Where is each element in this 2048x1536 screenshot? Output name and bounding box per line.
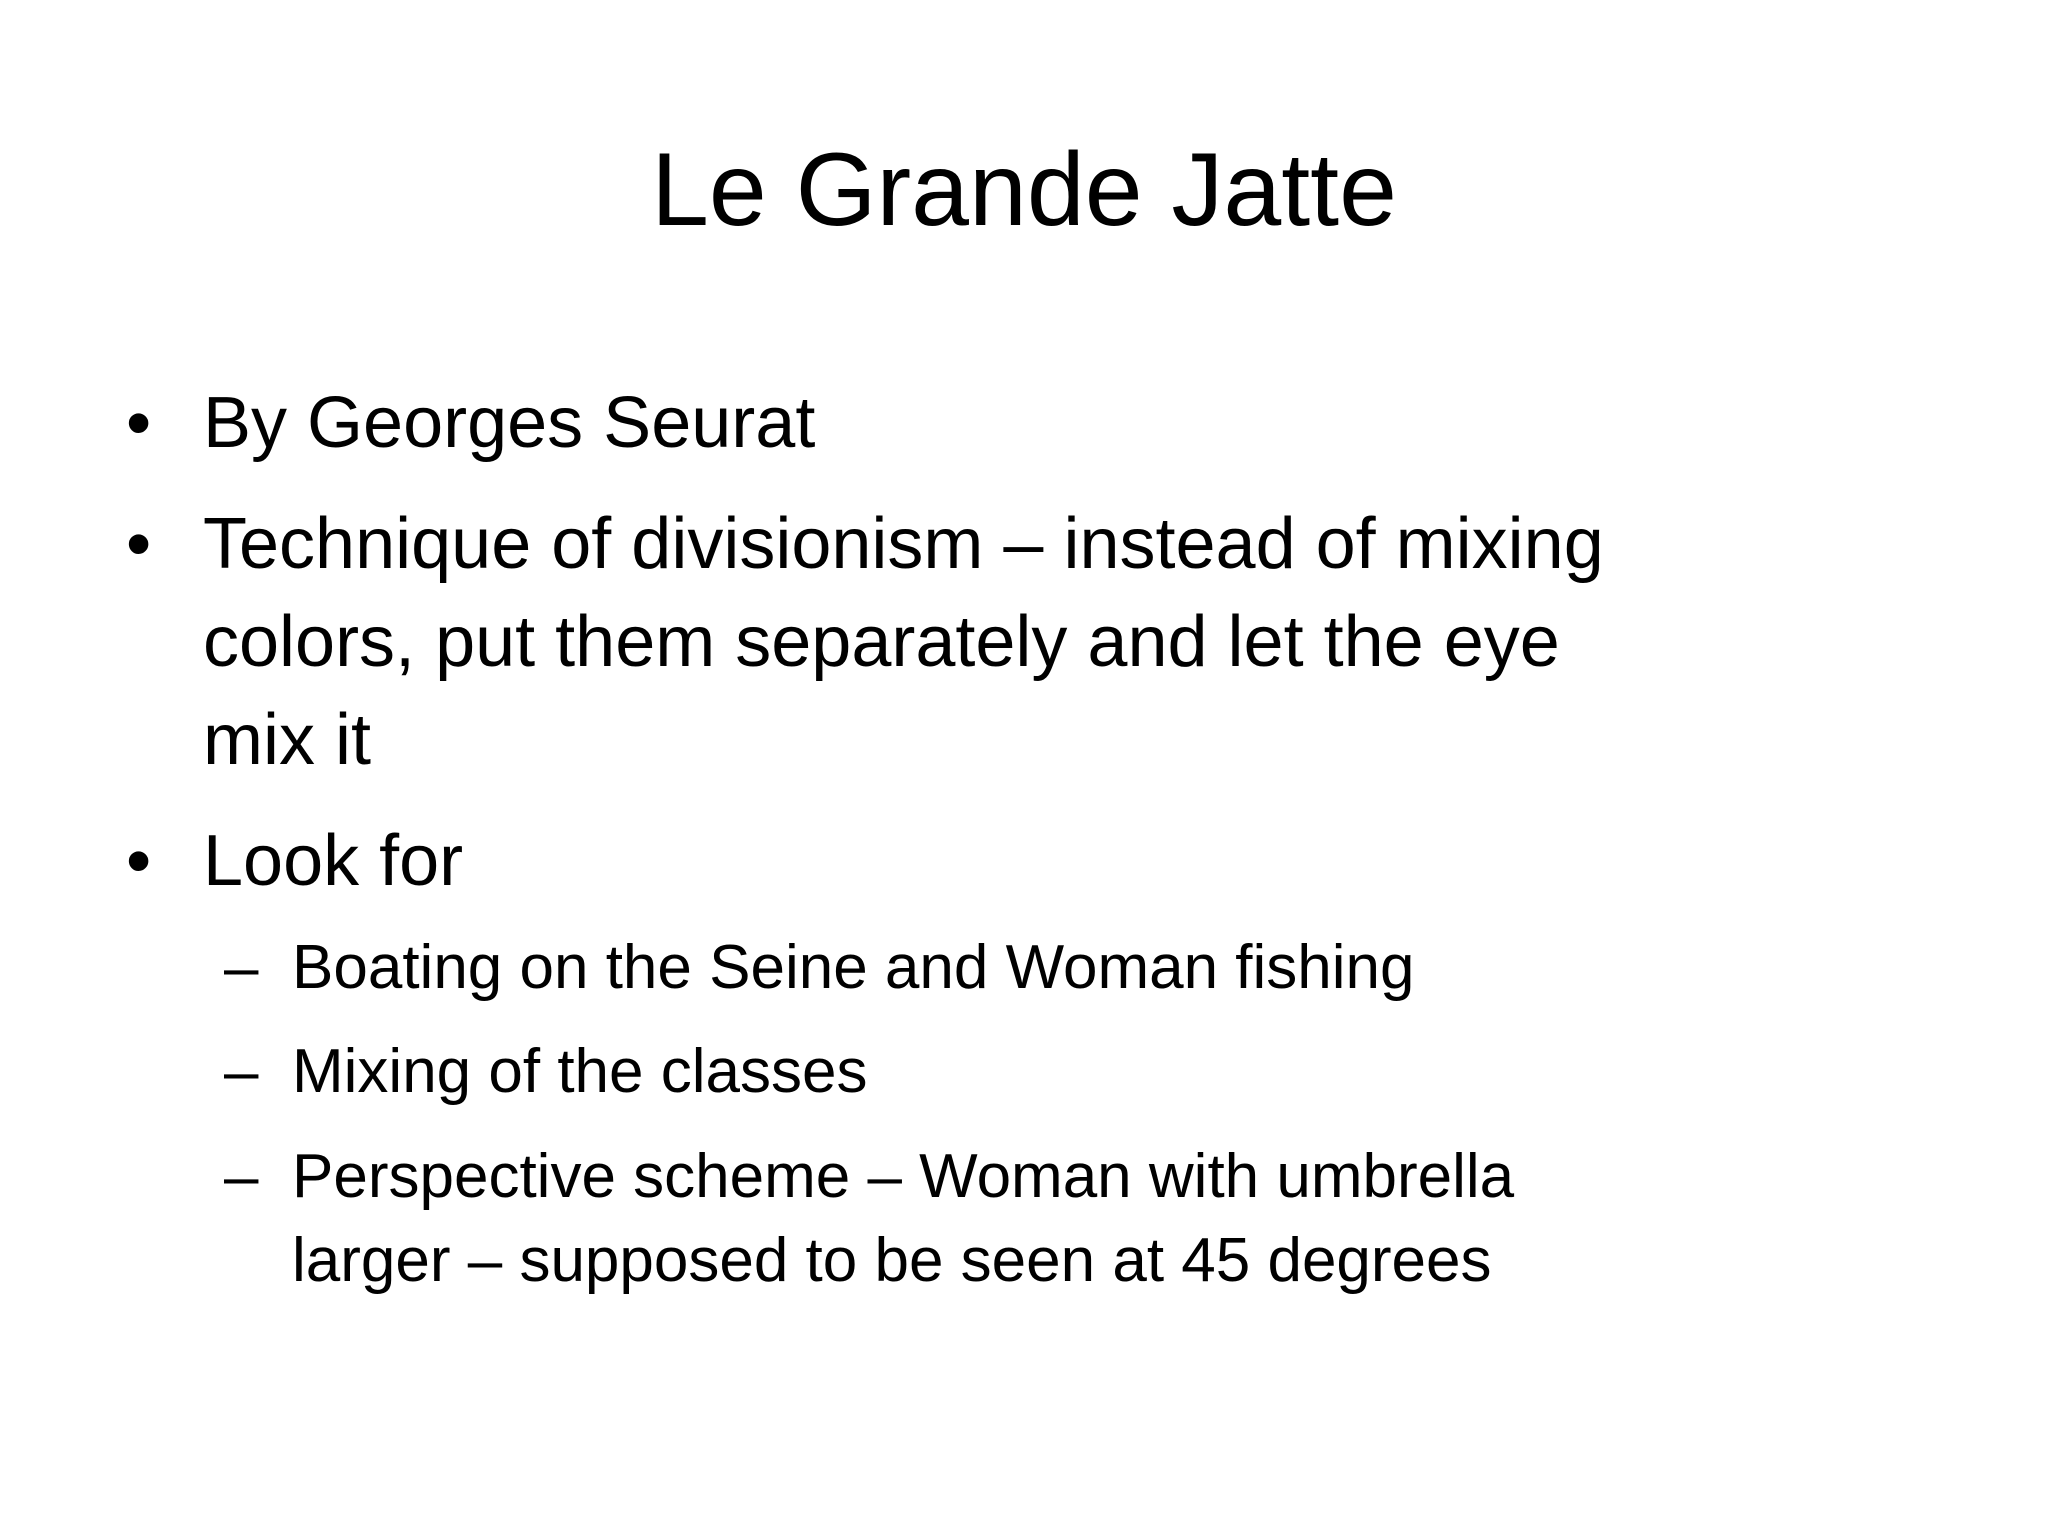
sub-bullet-line: Perspective scheme – Woman with umbrella	[292, 1142, 1515, 1211]
bullet-marker: •	[126, 504, 152, 584]
bullet-text	[203, 374, 815, 472]
bullet-line: mix it	[203, 700, 371, 780]
bullet-line: By Georges Seurat	[203, 383, 816, 463]
bullet-text	[203, 812, 463, 910]
bullet-marker: •	[126, 383, 152, 463]
sub-bullet-marker: –	[224, 933, 259, 1002]
bullet-line: Look for	[203, 821, 464, 901]
bullet-text	[203, 495, 1604, 789]
sub-bullet-line: larger – supposed to be seen at 45 degrees	[292, 1226, 1492, 1295]
slide-title: Le Grande Jatte	[651, 132, 1397, 248]
sub-bullet-text	[292, 1135, 1514, 1303]
sub-bullet-marker: –	[224, 1142, 259, 1211]
sub-bullet-line: Boating on the Seine and Woman fishing	[292, 933, 1415, 1002]
sub-bullet-text	[292, 926, 1415, 1010]
bullet-line: Technique of divisionism – instead of mixing	[203, 504, 1604, 584]
sub-bullet-marker: –	[224, 1037, 259, 1106]
sub-bullet-line: Mixing of the classes	[292, 1037, 868, 1106]
bullet-line: colors, put them separately and let the eye	[203, 602, 1560, 682]
sub-bullet-text	[292, 1030, 867, 1114]
bullet-marker: •	[126, 821, 152, 901]
